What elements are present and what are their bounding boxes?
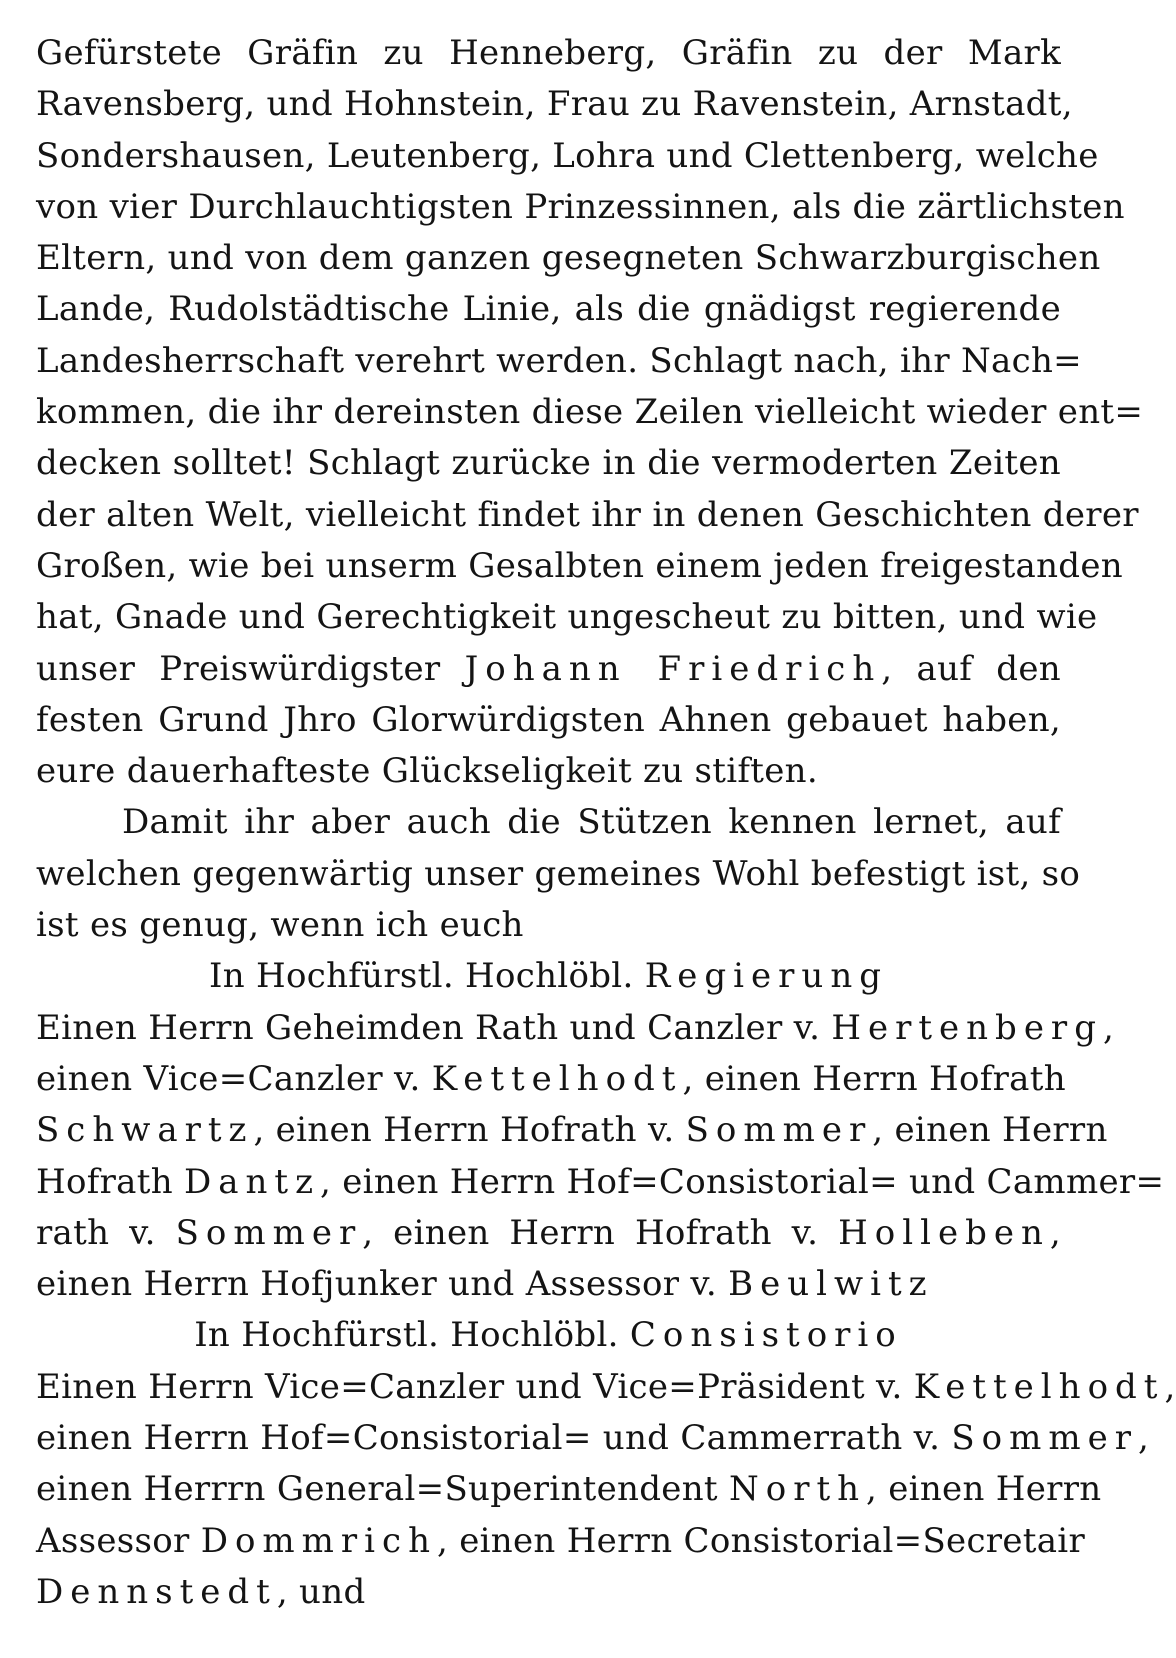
text-fragment: Hofrath <box>36 1161 184 1202</box>
text-line: Großen, wie bei unserm Gesalbten einem jeden freigestanden <box>36 545 1123 586</box>
spaced-name: Hertenberg <box>831 1007 1103 1048</box>
heading-prefix: In Hochfürstl. Hochlöbl. <box>194 1315 630 1356</box>
section-heading <box>36 951 1061 1002</box>
text-line: welchen gegenwärtig unser gemeines Wohl befestigt ist, so <box>36 853 1081 894</box>
text-line <box>36 1208 1061 1259</box>
text-line <box>36 1003 1115 1054</box>
text-fragment: , einen Herrn Consistorial=Secretair <box>436 1520 1086 1561</box>
text-fragment: Einen Herrn Geheimden Rath und Canzler v. <box>36 1007 832 1048</box>
text-fragment: , einen Herrn <box>872 1110 1108 1151</box>
text-fragment: , <box>1164 1366 1176 1407</box>
text-line: Sondershausen, Leutenberg, Lohra und Clettenberg, welche <box>36 135 1099 176</box>
text-line: ist es genug, wenn ich euch <box>36 905 524 946</box>
text-line: kommen, die ihr dereinsten diese Zeilen vielleicht wieder ent= <box>36 392 1144 433</box>
spaced-name: Johann Friedrich <box>464 648 882 689</box>
paragraph-1 <box>36 28 1144 797</box>
text-fragment: , einen Herrn Hofrath <box>682 1058 1066 1099</box>
spaced-name: Dommrich <box>200 1520 437 1561</box>
text-fragment: , <box>1102 1007 1115 1048</box>
spaced-name: North <box>728 1469 867 1510</box>
text-line: Lande, Rudolstädtische Linie, als die gnädigst regierende <box>36 289 1061 330</box>
text-fragment: einen Herrrn General=Superintendent <box>36 1469 729 1510</box>
text-fragment: , auf den <box>881 648 1061 689</box>
text-line: der alten Welt, vielleicht findet ihr in denen Geschichten derer <box>36 494 1139 535</box>
spaced-name: Dantz <box>184 1161 321 1202</box>
spaced-name: Kettelhodt <box>913 1366 1165 1407</box>
heading-word: Consistorio <box>629 1315 903 1356</box>
text-line <box>36 1157 1165 1208</box>
text-line: hat, Gnade und Gerechtigkeit ungescheut zu bitten, und wie <box>36 597 1098 638</box>
text-fragment: , einen Herrn <box>866 1469 1102 1510</box>
text-line: Damit ihr aber auch die Stützen kennen lernet, auf <box>122 802 1061 843</box>
text-line <box>36 1567 1061 1618</box>
heading-prefix: In Hochfürstl. Hochlöbl. <box>209 956 645 997</box>
text-line <box>36 644 1061 695</box>
document-page <box>36 28 1176 1618</box>
text-line: festen Grund Jhro Glorwürdigsten Ahnen gebauet haben, <box>36 699 1061 740</box>
text-fragment: Einen Herrn Vice=Canzler und Vice=Präsident v. <box>36 1366 914 1407</box>
text-fragment: , <box>1049 1212 1061 1253</box>
spaced-name: Sommer <box>175 1212 363 1253</box>
text-fragment: rath v. <box>36 1212 176 1253</box>
section-heading <box>36 1310 1061 1361</box>
spaced-name: Beulwitz <box>728 1264 934 1305</box>
text-line <box>36 1054 1066 1105</box>
section-consistorio <box>36 1310 1176 1618</box>
text-line <box>36 1413 1150 1464</box>
text-fragment: einen Herrn Hofjunker und Assessor v. <box>36 1264 729 1305</box>
text-line <box>36 1105 1108 1156</box>
spaced-name: Kettelhodt <box>431 1058 683 1099</box>
spaced-name: Dennstedt <box>36 1571 277 1612</box>
text-fragment: einen Vice=Canzler v. <box>36 1058 432 1099</box>
text-line: Eltern, und von dem ganzen gesegneten Schwarzburgischen <box>36 238 1101 279</box>
paragraph-2 <box>36 797 1081 951</box>
text-fragment: , und <box>276 1571 366 1612</box>
text-fragment: , einen Herrn Hofrath v. <box>362 1212 839 1253</box>
text-fragment: , <box>1137 1418 1150 1459</box>
text-line <box>36 1362 1176 1413</box>
text-fragment: , einen Herrn Hofrath v. <box>253 1110 686 1151</box>
text-fragment: unser Preiswürdigster <box>36 648 465 689</box>
text-line: decken solltet! Schlagt zurücke in die vermoderten Zeiten <box>36 443 1061 484</box>
spaced-name: Sommer <box>685 1110 873 1151</box>
text-fragment: einen Herrn Hof=Consistorial= und Cammerrath v. <box>36 1418 952 1459</box>
text-line: von vier Durchlauchtigsten Prinzessinnen, als die zärtlichsten <box>36 186 1125 227</box>
spaced-name: Sommer <box>951 1418 1138 1459</box>
text-fragment: Assessor <box>36 1520 201 1561</box>
text-line: Landesherrschaft verehrt werden. Schlagt nach, ihr Nach= <box>36 340 1082 381</box>
text-line <box>36 1464 1102 1515</box>
section-regierung <box>36 951 1165 1310</box>
text-fragment: , einen Herrn Hof=Consistorial= und Cammer= <box>320 1161 1165 1202</box>
text-line: Ravensberg, und Hohnstein, Frau zu Ravenstein, Arnstadt, <box>36 84 1073 125</box>
text-line <box>36 1516 1086 1567</box>
text-line: Gefürstete Gräfin zu Henneberg, Gräfin zu der Mark <box>36 33 1061 73</box>
spaced-name: Holleben <box>838 1212 1050 1253</box>
heading-word: Regierung <box>644 956 888 997</box>
text-line <box>36 1259 1061 1310</box>
spaced-name: Schwartz <box>36 1110 254 1151</box>
text-line: eure dauerhafteste Glückseligkeit zu stiften. <box>36 751 818 792</box>
